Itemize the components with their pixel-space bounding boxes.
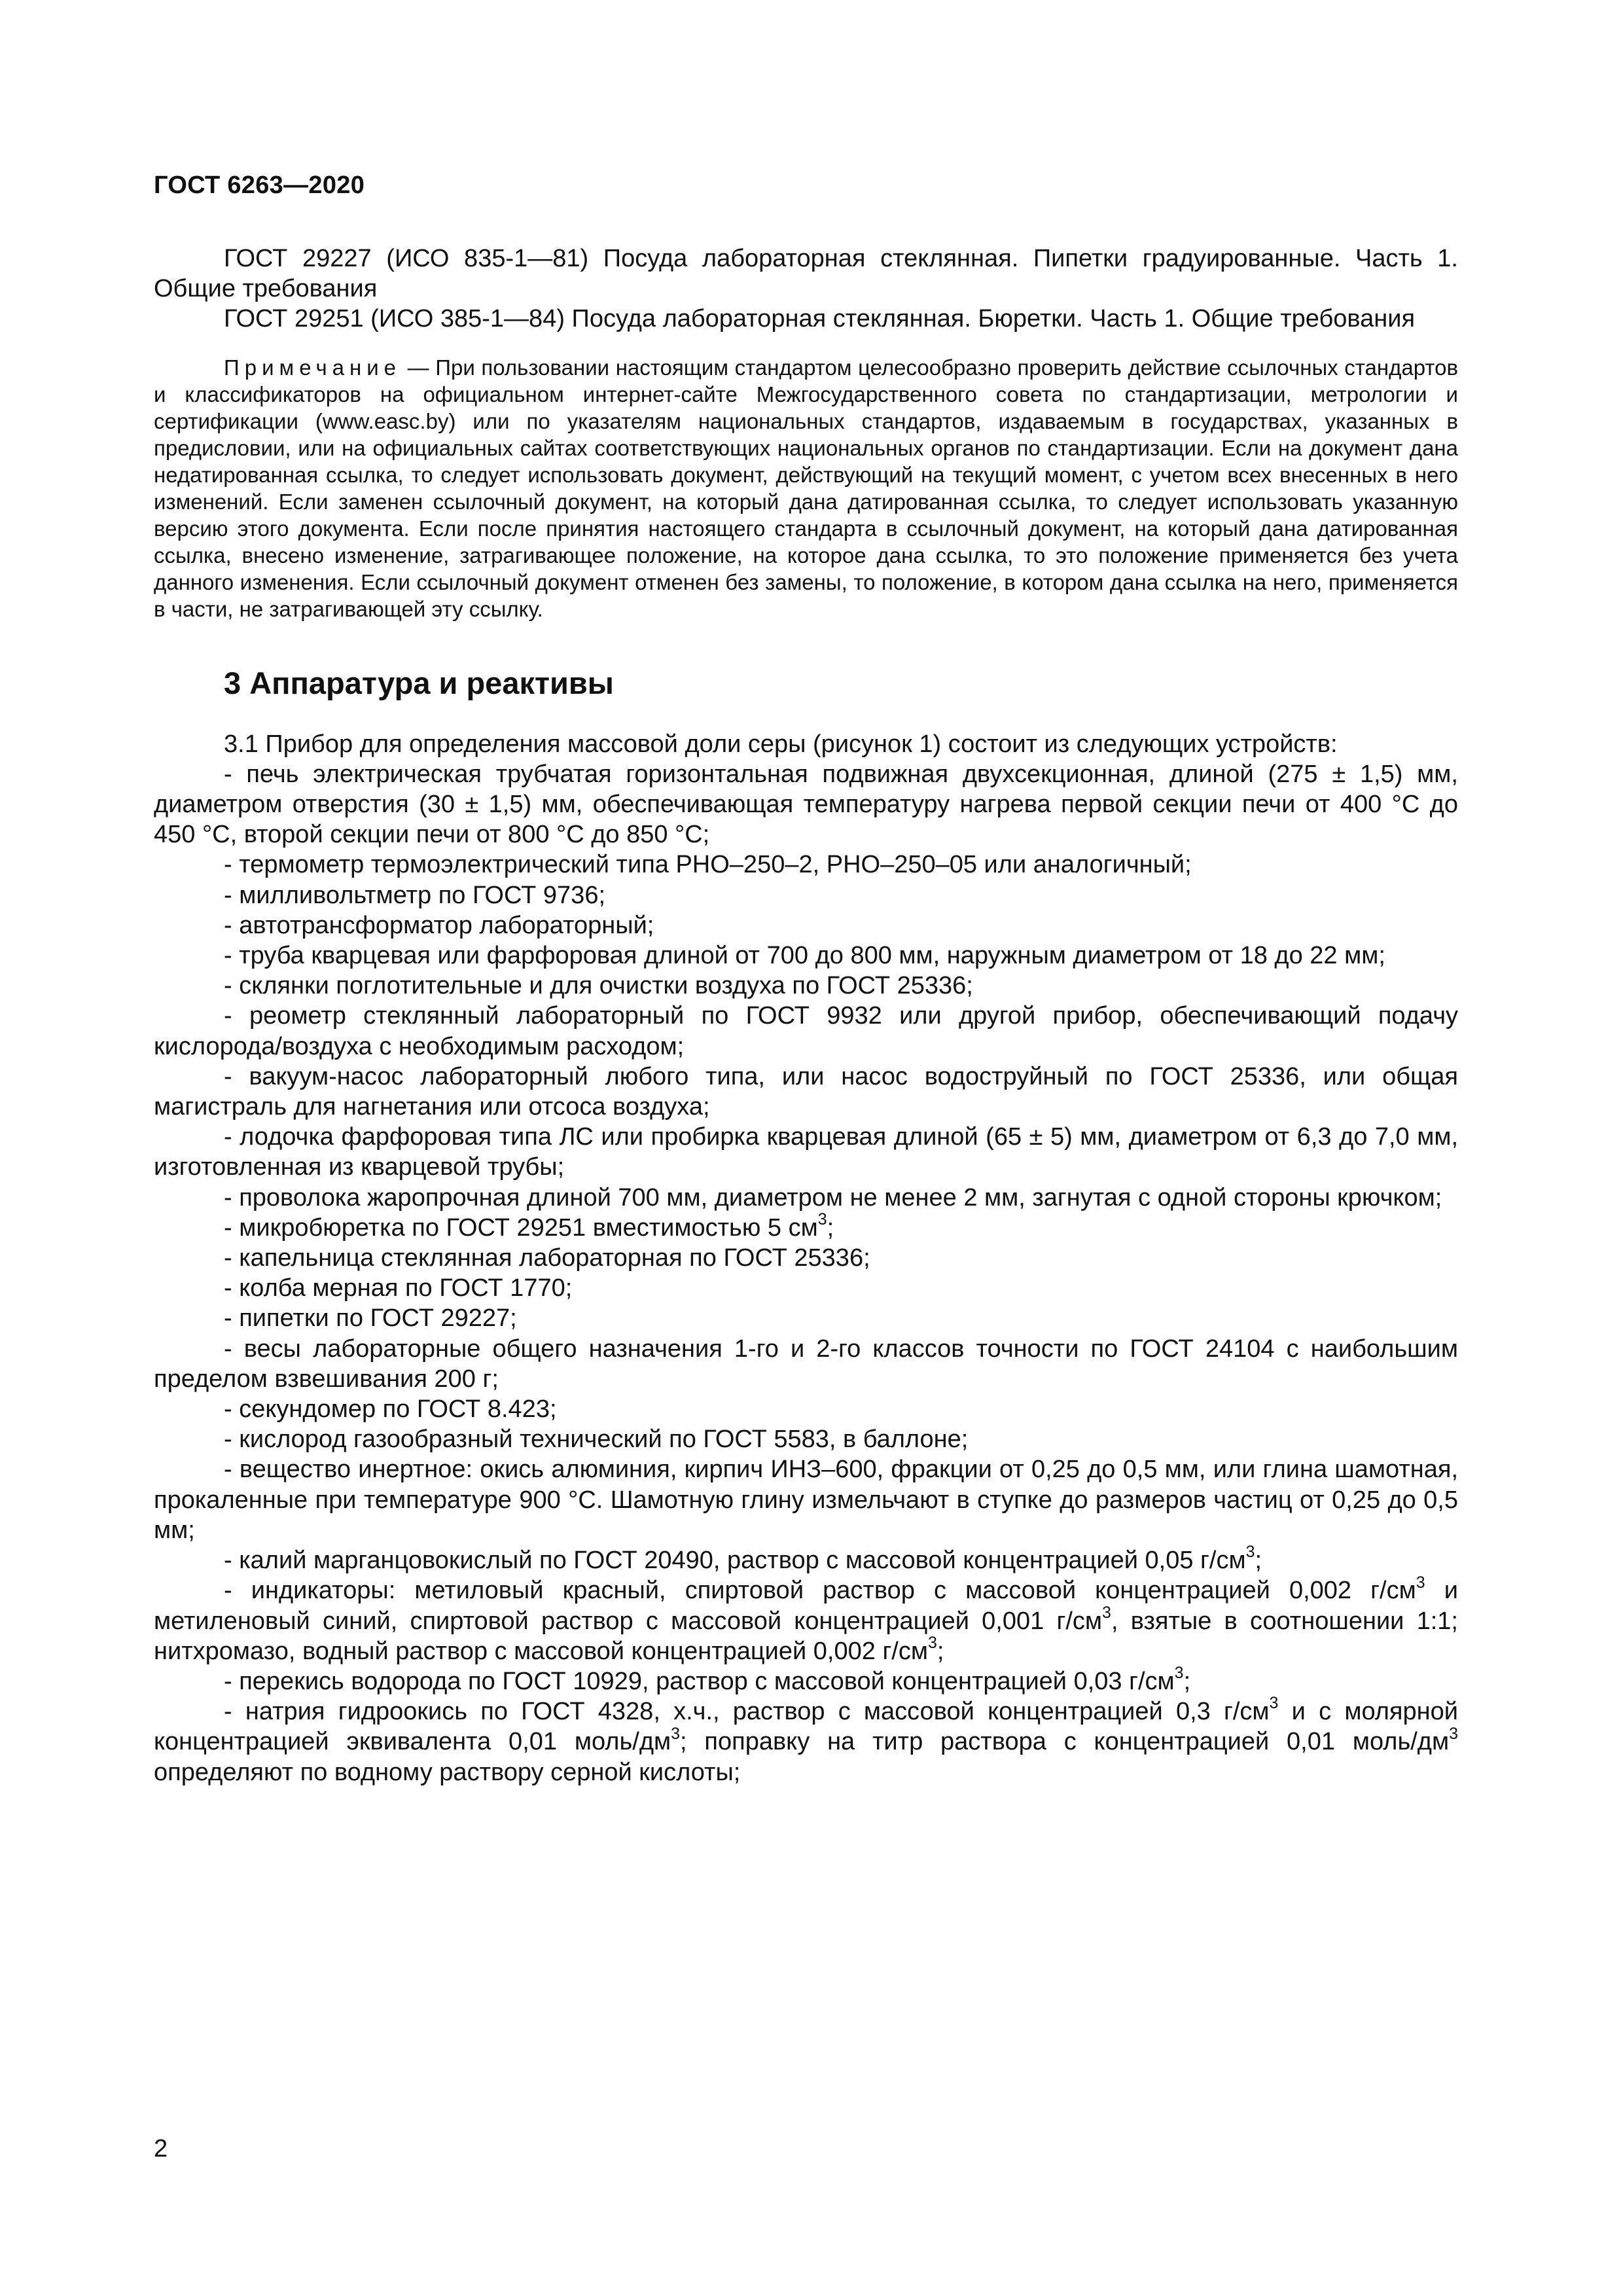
note-paragraph: [154, 354, 1458, 622]
references-list: [154, 243, 1458, 334]
list-item: - капельница стеклянная лабораторная по ГОСТ 25336;: [224, 1244, 870, 1272]
list-item: - пипетки по ГОСТ 29227;: [224, 1304, 517, 1333]
list-item: - проволока жаропрочная длиной 700 мм, диаметром не менее 2 мм, загнутая с одной стороны крючком;: [224, 1183, 1442, 1211]
page-content: [154, 243, 1458, 1787]
list-item: - автотрансформатор лабораторный;: [224, 911, 654, 939]
list-item: - вакуум-насос лабораторный любого типа, или насос водоструйный по ГОСТ 25336, или общая магистраль для нагнетания или отсоса воздуха;: [154, 1062, 1458, 1121]
list-item: - труба кварцевая или фарфоровая длиной от 700 до 800 мм, наружным диаметром от 18 до 22 мм;: [224, 942, 1385, 970]
section-intro: 3.1 Прибор для определения массовой доли серы (рисунок 1) состоит из следующих устройств:: [224, 730, 1338, 758]
list-item: - склянки поглотительные и для очистки воздуха по ГОСТ 25336;: [224, 972, 973, 1000]
note-text: — При пользовании настоящим стандартом целесообразно проверить действие ссылочных стандартов и классификаторов на официальном интернет-сайте Межгосударственного совета по стандартизации, метрологии и сертификации (www.easc.by) или по указателям национальных стандартов, издаваемым в государствах, указанных в предисловии, или на официальных сайтах соответствующих национальных органов по стандартизации. Если на документ дана недатированная ссылка, то следует использовать документ, действующий на текущий момент, с учетом всех внесенных в него изменений. Если заменен ссылочный документ, на который дана датированная ссылка, то следует использовать указанную версию этого документа. Если после принятия настоящего стандарта в ссылочный документ, на который дана датированная ссылка, внесено изменение, затрагивающее положение, на которое дана ссылка, то это положение применяется без учета данного изменения. Если ссылочный документ отменен без замены, то положение, в котором дана ссылка на него, применяется в части, не затрагивающей эту ссылку.: [154, 355, 1458, 621]
page-number: 2: [154, 2135, 168, 2162]
list-item: - перекись водорода по ГОСТ 10929, раствор с массовой концентрацией 0,03 $г/см^3$;: [224, 1664, 1191, 1695]
list-item: - индикаторы: метиловый красный, спиртовой раствор с массовой концентрацией 0,002 $г/см^3$ и метиленовый синий, спиртовой раствор с массовой концентрацией 0,001 $г/см^3$, взятые в соотношении 1:1; нитхромазо, водный раствор с массовой концентрацией 0,002 $г/см^3$;: [154, 1573, 1458, 1665]
list-item: - термометр термоэлектрический типа РНО–250–2, РНО–250–05 или аналогичный;: [224, 851, 1192, 879]
reference-item: ГОСТ 29227 (ИСО 835-1—81) Посуда лабораторная стеклянная. Пипетки градуированные. Часть 1. Общие требования: [154, 245, 1458, 303]
note-label: Примечание: [224, 355, 402, 380]
list-item: - реометр стеклянный лабораторный по ГОСТ 9932 или другой прибор, обеспечивающий подачу кислорода/воздуха с необходимым расходом;: [154, 1002, 1458, 1060]
list-item: - колба мерная по ГОСТ 1770;: [224, 1274, 573, 1302]
list-item: - печь электрическая трубчатая горизонтальная подвижная двухсекционная, длиной (275 ± 1,5) мм, диаметром отверстия (30 ± 1,5) мм, обеспечивающая температуру нагрева первой секции печи от 400 °С до 450 °С, второй секции печи от 800 °С до 850 °С;: [154, 760, 1458, 849]
list-item: - лодочка фарфоровая типа ЛС или пробирка кварцевая длиной (65 ± 5) мм, диаметром от 6,3 до 7,0 мм, изготовленная из кварцевой трубы;: [154, 1123, 1458, 1181]
list-item: - вещество инертное: окись алюминия, кирпич ИНЗ–600, фракции от 0,25 до 0,5 мм, или глина шамотная, прокаленные при температуре 900 °С. Шамотную глину измельчают в ступке до размеров частиц от 0,25 до 0,5 мм;: [154, 1456, 1458, 1544]
document-header: ГОСТ 6263—2020: [154, 171, 365, 199]
reference-item: ГОСТ 29251 (ИСО 385-1—84) Посуда лабораторная стеклянная. Бюретки. Часть 1. Общие требования: [224, 305, 1416, 333]
list-item: - кислород газообразный технический по ГОСТ 5583, в баллоне;: [224, 1426, 969, 1454]
list-item: - натрия гидроокись по ГОСТ 4328, х.ч., раствор с массовой концентрацией 0,3 $г/см^3$ и с молярной концентрацией эквивалента 0,01 моль/$дм^3$; поправку на титр раствора с концентрацией 0,01 моль/$дм^3$ определяют по водному раствору серной кислоты;: [154, 1694, 1459, 1786]
equipment-list: [154, 759, 1458, 1787]
list-item: - милливольтметр по ГОСТ 9736;: [224, 881, 606, 909]
list-item: - секундомер по ГОСТ 8.423;: [224, 1395, 557, 1424]
list-item: - микробюретка по ГОСТ 29251 вместимостью 5 $см^3$;: [224, 1210, 834, 1242]
section-title: 3 Аппаратура и реактивы: [224, 665, 614, 700]
list-item: - калий марганцовокислый по ГОСТ 20490, раствор с массовой концентрацией 0,05 $г/см^3$;: [224, 1543, 1262, 1575]
list-item: - весы лабораторные общего назначения 1-го и 2-го классов точности по ГОСТ 24104 с наибольшим пределом взвешивания 200 г;: [154, 1335, 1458, 1393]
